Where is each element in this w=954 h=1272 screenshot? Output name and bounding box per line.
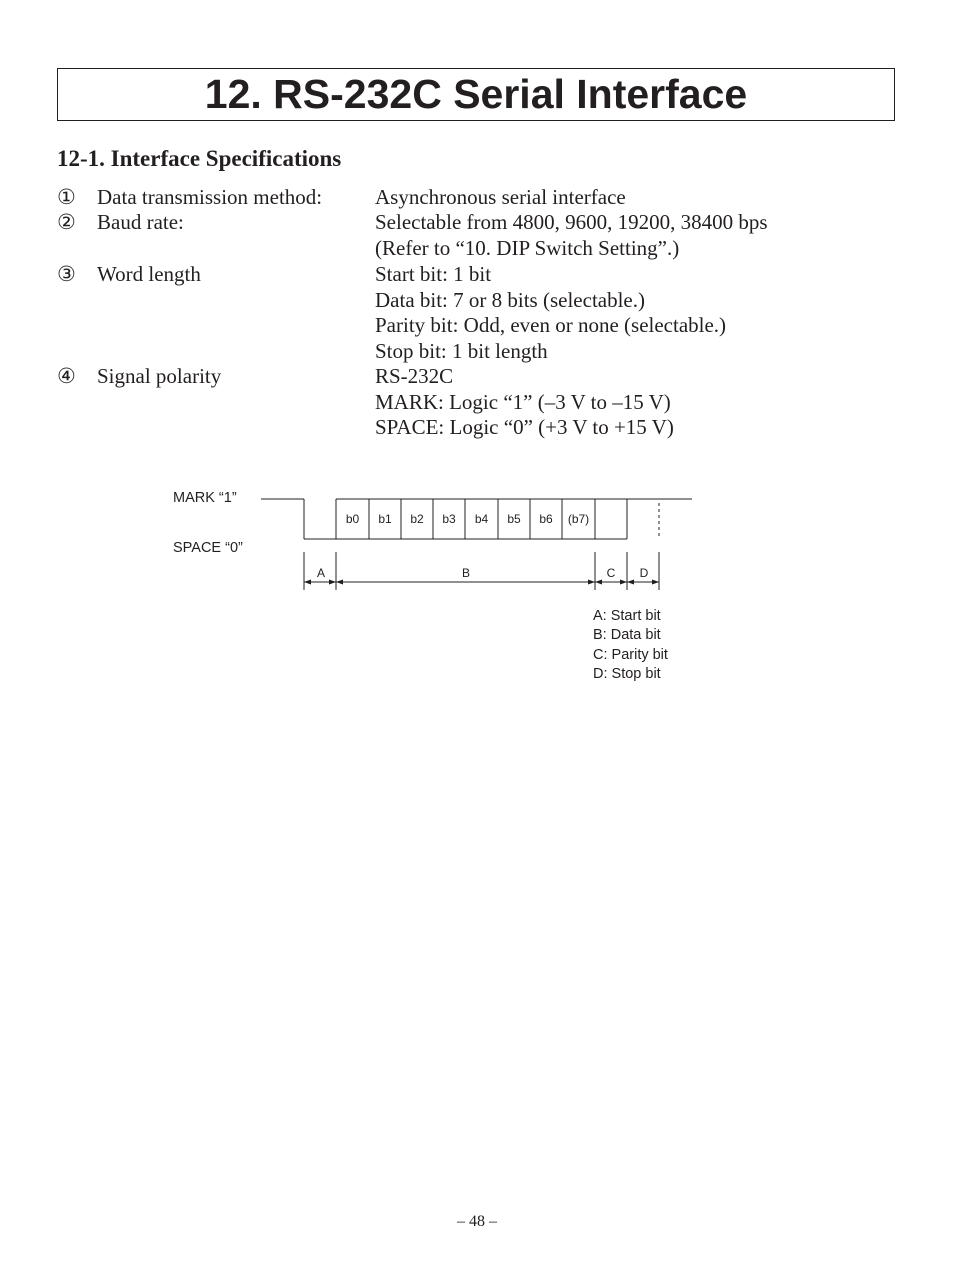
bit-label: b4 bbox=[474, 512, 489, 526]
spec-number: ③ bbox=[57, 262, 76, 286]
segment-label: A bbox=[316, 566, 326, 580]
page-number: – 48 – bbox=[457, 1213, 497, 1230]
arrowhead bbox=[588, 580, 595, 585]
spec-value-line: (Refer to “10. DIP Switch Setting”.) bbox=[375, 235, 680, 260]
spec-value-line: SPACE: Logic “0” (+3 V to +15 V) bbox=[375, 415, 674, 439]
spec-number: ① bbox=[57, 185, 76, 209]
spec-value-line: Parity bit: Odd, even or none (selectable.) bbox=[375, 313, 727, 337]
bit-label: b5 bbox=[507, 512, 521, 526]
segment-labels bbox=[317, 566, 649, 580]
page-title: 12. RS-232C Serial Interface bbox=[57, 68, 895, 121]
arrowhead bbox=[620, 580, 627, 585]
arrowhead bbox=[329, 580, 336, 585]
diagram-legend bbox=[593, 607, 668, 684]
segment-label: B bbox=[461, 566, 471, 580]
arrowhead bbox=[595, 580, 602, 585]
bit-label: b6 bbox=[539, 512, 553, 526]
spec-value-line: MARK: Logic “1” (–3 V to –15 V) bbox=[375, 389, 671, 414]
spec-label: Signal polarity bbox=[97, 364, 222, 388]
section-heading: 12-1. Interface Specifications bbox=[57, 146, 342, 171]
spec-label: Data transmission method: bbox=[97, 185, 323, 209]
bit-label: b0 bbox=[345, 512, 360, 526]
spec-value-line: Data bit: 7 or 8 bits (selectable.) bbox=[375, 287, 645, 312]
spec-label: Baud rate: bbox=[97, 210, 184, 234]
spec-value-line: Asynchronous serial interface bbox=[375, 185, 626, 209]
bit-labels bbox=[346, 512, 589, 526]
bit-label: b1 bbox=[378, 512, 392, 526]
arrowhead bbox=[336, 580, 343, 585]
legend-item: C: Parity bit bbox=[593, 646, 668, 663]
spec-value-line: Stop bit: 1 bit length bbox=[375, 338, 548, 363]
bit-label: (b7) bbox=[567, 512, 590, 526]
space-label: SPACE “0” bbox=[173, 540, 243, 556]
spec-number: ④ bbox=[57, 364, 76, 388]
legend-item: A: Start bit bbox=[593, 608, 661, 624]
spec-label: Word length bbox=[97, 262, 201, 286]
legend-item: D: Stop bit bbox=[593, 665, 661, 682]
arrowhead bbox=[304, 580, 311, 585]
spec-value-line: Selectable from 4800, 9600, 19200, 38400 bps bbox=[375, 210, 768, 234]
spec-value-line: Start bit: 1 bit bbox=[375, 262, 492, 286]
spec-number: ② bbox=[57, 210, 76, 234]
legend-item: B: Data bit bbox=[593, 627, 661, 644]
bit-label: b3 bbox=[442, 512, 456, 526]
segment-label: D bbox=[639, 566, 649, 580]
arrowhead bbox=[652, 580, 659, 585]
bit-label: b2 bbox=[410, 512, 424, 526]
arrowhead bbox=[627, 580, 634, 585]
segment-label: C bbox=[606, 566, 616, 580]
mark-label: MARK “1” bbox=[173, 490, 237, 506]
spec-value-line: RS-232C bbox=[375, 364, 454, 388]
